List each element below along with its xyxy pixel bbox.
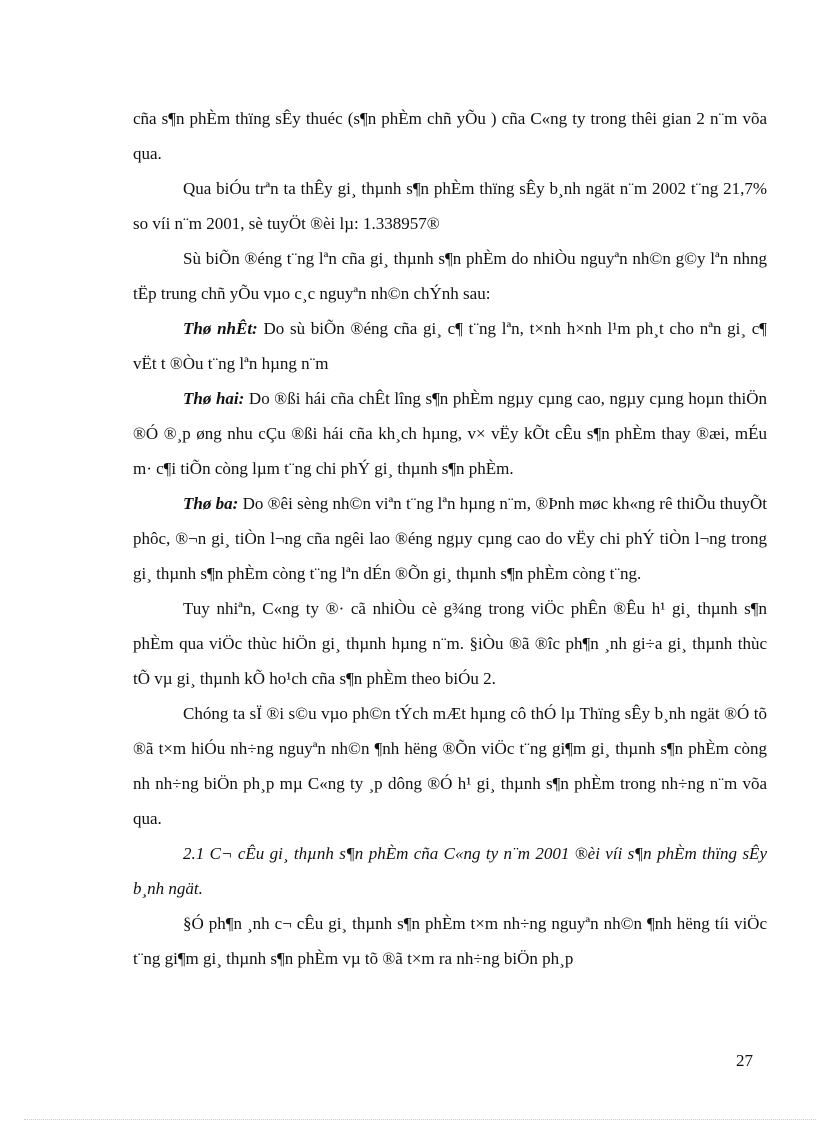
- paragraph-2: [133, 171, 767, 241]
- paragraph-text: Do ®ßi hái cña chÊt lîng s¶n phÈm ngµy cµng cao, ngµy cµng hoµn thiÖn ®Ó ®¸p øng nhu cÇu ®ßi hái cña kh¸ch hµng, v× vËy kÕt cÊu s¶n phÈm thay ®æi, mÉu m· c¶i tiÕn còng lµm t¨ng chi phÝ gi¸ thµnh s¶n phÈm.: [133, 389, 767, 478]
- paragraph-label: Thø ba:: [183, 494, 239, 513]
- paragraph-text: Do sù biÕn ®éng cña gi¸ c¶ t¨ng lªn, t×nh h×nh l¹m ph¸t cho nªn gi¸ c¶ vËt t ®Òu t¨ng lªn hµng n¨m: [133, 319, 767, 373]
- paragraph-8: [133, 696, 767, 836]
- document-body: [133, 101, 767, 976]
- paragraph-3: [133, 241, 767, 311]
- paragraph-6: [133, 486, 767, 591]
- paragraph-text: 2.1 C¬ cÊu gi¸ thµnh s¶n phÈm cña C«ng ty n¨m 2001 ®èi víi s¶n phÈm thïng sÊy b¸nh ngät.: [133, 844, 767, 898]
- paragraph-4: [133, 311, 767, 381]
- section-heading-2-1: [133, 836, 767, 906]
- paragraph-text: Do ®êi sèng nh©n viªn t¨ng lªn hµng n¨m, ®Þnh møc kh«ng rê thiÕu thuyÕt phôc, ®¬n gi¸ tiÒn l¬ng cña ngêi lao ®éng ngµy cµng cao do vËy chi phÝ tiÒn l¬ng trong gi¸ thµnh s¶n phÈm còng t¨ng lªn dÉn ®Õn gi¸ thµnh s¶n phÈm còng t¨ng.: [133, 494, 768, 583]
- paragraph-text: §Ó ph¶n ¸nh c¬ cÊu gi¸ thµnh s¶n phÈm t×m nh÷ng nguyªn nh©n ¶nh hëng tíi viÖc t¨ng gi¶m gi¸ thµnh s¶n phÈm vµ tõ ®ã t×m ra nh÷ng biÖn ph¸p: [133, 914, 767, 968]
- paragraph-label: Thø nhÊt:: [183, 319, 258, 338]
- page-bottom-border: [24, 1119, 816, 1120]
- paragraph-label: Thø hai:: [183, 389, 245, 408]
- paragraph-text: Qua biÓu trªn ta thÊy gi¸ thµnh s¶n phÈm thïng sÊy b¸nh ngät n¨m 2002 t¨ng 21,7% so víi n¨m 2001, sè tuyÖt ®èi lµ: 1.338957®: [133, 179, 767, 233]
- paragraph-text: cña s¶n phÈm thïng sÊy thuéc (s¶n phÈm chñ yÕu ) cña C«ng ty trong thêi gian 2 n¨m võa qua.: [133, 109, 767, 163]
- paragraph-text: Sù biÕn ®éng t¨ng lªn cña gi¸ thµnh s¶n phÈm do nhiÒu nguyªn nh©n g©y lªn nhng tËp trung chñ yÕu vµo c¸c nguyªn nh©n chÝnh sau:: [133, 249, 767, 303]
- paragraph-5: [133, 381, 767, 486]
- paragraph-1: [133, 101, 767, 171]
- paragraph-text: Tuy nhiªn, C«ng ty ®· cã nhiÒu cè g¾ng trong viÖc phÊn ®Êu h¹ gi¸ thµnh s¶n phÈm qua viÖc thùc hiÖn gi¸ thµnh hµng n¨m. §iÒu ®ã ®îc ph¶n ¸nh gi÷a gi¸ thµnh thùc tÕ vµ gi¸ thµnh kÕ ho¹ch cña s¶n phÈm theo biÓu 2.: [133, 599, 767, 688]
- page-number: 27: [736, 1051, 753, 1070]
- paragraph-10: [133, 906, 767, 976]
- paragraph-text: Chóng ta sÏ ®i s©u vµo ph©n tÝch mÆt hµng cô thÓ lµ Thïng sÊy b¸nh ngät ®Ó tõ ®ã t×m hiÓu nh÷ng nguyªn nh©n ¶nh hëng ®Õn viÖc t¨ng gi¶m gi¸ thµnh s¶n phÈm còng nh nh÷ng biÖn ph¸p mµ C«ng ty ¸p dông ®Ó h¹ gi¸ thµnh s¶n phÈm trong nh÷ng n¨m võa qua.: [133, 704, 767, 828]
- paragraph-7: [133, 591, 767, 696]
